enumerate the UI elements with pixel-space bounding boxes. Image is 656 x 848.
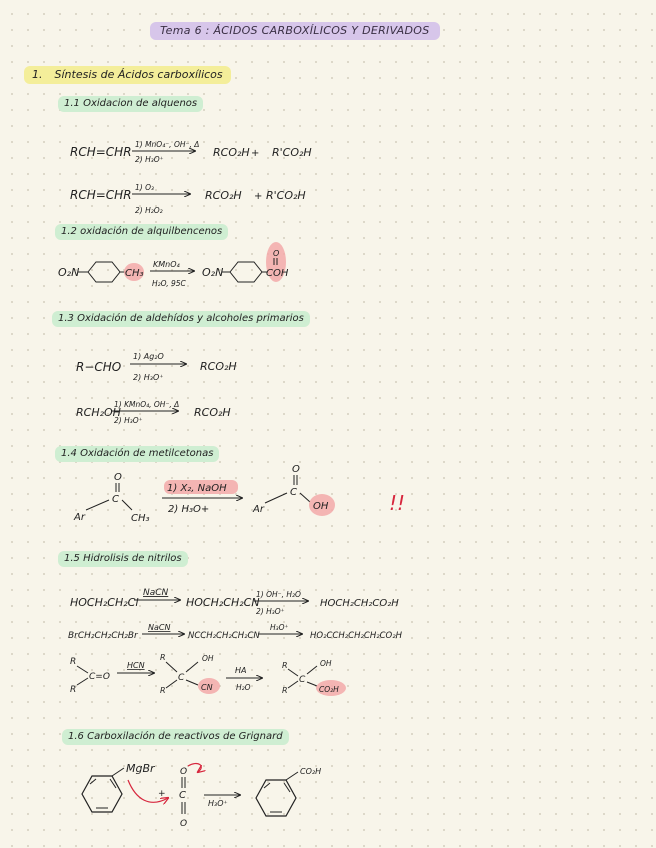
r15a-cond1: NaCN (143, 588, 169, 598)
r16-cond: H₃O⁺ (208, 799, 228, 808)
r16-mgbr: MgBr (126, 762, 155, 775)
r12-reactant-left: O₂N (58, 266, 80, 279)
r15c-p-oh: OH (320, 659, 332, 668)
reaction-1-4 (73, 464, 405, 524)
r16-o-bottom: O (180, 819, 188, 829)
r12-reactant-right: CH₃ (125, 268, 144, 279)
r12-cond1: KMnO₄ (153, 260, 180, 269)
r11a-product2: R'CO₂H (272, 146, 312, 159)
r15c-pr2: R (282, 686, 288, 695)
r11b-product2: R'CO₂H (266, 189, 306, 202)
r13a-cond2: 2) H₃O⁺ (133, 373, 164, 382)
reaction-1-2 (58, 242, 289, 288)
r14-c: C (112, 494, 119, 505)
r15c-ir1: R (160, 653, 166, 662)
r16-c: C (179, 790, 186, 801)
r11b-reactant: RCH=CHR (70, 188, 132, 202)
r14-note: !! (389, 491, 406, 515)
reaction-1-1-b (70, 183, 306, 215)
r14-cond1: 1) X₂, NaOH (167, 483, 227, 494)
r15c-pr1: R (282, 661, 288, 670)
r15c-cond2b: H₂O (236, 683, 251, 692)
r15a-intermediate: HOCH₂CH₂CN (186, 596, 260, 609)
r15a-cond2b: 2) H₃O⁺ (256, 607, 285, 616)
r15c-r1: R (70, 657, 77, 667)
r15c-c: C (178, 673, 185, 683)
r15a-cond2a: 1) OH⁻, H₂O (256, 590, 301, 599)
reaction-1-6 (82, 762, 321, 829)
r15b-reactant: BrCH₂CH₂CH₂Br (68, 631, 138, 641)
r12-product-left: O₂N (202, 266, 224, 279)
section-label: Síntesis de Ácidos carboxílicos (54, 68, 223, 81)
r11a-reactant: RCH=CHR (70, 145, 132, 159)
r13a-product: RCO₂H (200, 360, 237, 373)
r16-o-top: O (180, 767, 188, 777)
r11a-product1: RCO₂H (213, 146, 250, 159)
reaction-1-5-a (70, 588, 399, 616)
r14-o: O (114, 472, 122, 483)
r13a-reactant: R−CHO (76, 360, 122, 374)
reaction-1-3-b (76, 400, 231, 425)
r14-p-c: C (290, 487, 297, 498)
r13b-reactant: RCH₂OH (76, 406, 121, 419)
reaction-1-5-b (68, 623, 403, 641)
r16-product: CO₂H (300, 767, 322, 776)
subsection-1-5: 1.5 Hidrolisis de nitrilos (58, 551, 188, 567)
r15c-r2: R (70, 685, 77, 695)
reaction-1-5-c (70, 653, 346, 696)
r11a-plus: + (251, 148, 260, 159)
subsection-1-1: 1.1 Oxidacion de alquenos (58, 96, 203, 112)
r11b-plus: + (254, 191, 263, 202)
r13b-cond2: 2) H₃O⁺ (114, 416, 143, 425)
r12-cond2: H₂O, 95C (152, 279, 186, 288)
r11b-cond1: 1) O₃ (135, 183, 154, 192)
page-title: Tema 6 : ÁCIDOS CARBOXÍLICOS Y DERIVADOS (150, 22, 440, 40)
r13b-cond1: 1) KMnO₄, OH⁻, Δ (114, 400, 180, 409)
r15c-p-co2h: CO₂H (319, 685, 339, 694)
r15b-cond1: NaCN (148, 623, 171, 632)
reaction-1-3-a (76, 352, 237, 382)
r14-ar: Ar (74, 512, 85, 523)
r12-product-o: O (273, 249, 280, 258)
r15c-cond1: HCN (127, 661, 145, 670)
r15c-cond2a: HA (235, 666, 247, 675)
r11a-cond1: 1) MnO₄⁻, OH⁻, Δ (135, 140, 200, 149)
r15b-intermediate: NCCH₂CH₂CH₂CN (188, 631, 260, 641)
subsection-1-6: 1.6 Carboxilación de reactivos de Grignard (62, 729, 289, 745)
r14-p-o: O (292, 464, 300, 475)
subsection-1-3: 1.3 Oxidación de aldehídos y alcoholes primarios (52, 311, 310, 327)
r13b-product: RCO₂H (194, 406, 231, 419)
r15c-p-c: C (299, 675, 306, 685)
r15c-co: C=O (89, 672, 110, 682)
r12-product-right: COH (266, 268, 289, 279)
r15b-product: HO₂CCH₂CH₂CH₂CO₂H (310, 631, 403, 641)
r14-ch3: CH₃ (131, 513, 150, 524)
r15c-ir2: R (160, 686, 166, 695)
r11b-product1: RCO₂H (205, 189, 242, 202)
subsection-1-4: 1.4 Oxidación de metilcetonas (55, 446, 219, 462)
r11b-cond2: 2) H₂O₂ (135, 206, 163, 215)
r16-plus: + (158, 789, 166, 799)
subsection-1-2: 1.2 oxidación de alquilbencenos (55, 224, 228, 240)
r15c-oh: OH (202, 654, 214, 663)
benzene-ring-icon (230, 262, 262, 282)
r15a-reactant: HOCH₂CH₂Cl (70, 596, 139, 609)
r14-p-ar: Ar (253, 504, 264, 515)
reaction-1-1-a (70, 140, 312, 164)
benzene-ring-icon (256, 780, 296, 816)
benzene-ring-icon (88, 262, 120, 282)
r13a-cond1: 1) Ag₂O (133, 352, 164, 361)
r14-p-oh: OH (313, 501, 329, 512)
benzene-ring-icon (82, 776, 122, 812)
r14-cond2: 2) H₃O+ (168, 504, 210, 515)
section-number: 1. (32, 68, 43, 81)
r11a-cond2: 2) H₃O⁺ (135, 155, 164, 164)
r16-electron-arrow (188, 764, 201, 772)
r15c-cn: CN (201, 683, 213, 692)
r15a-product: HOCH₂CH₂CO₂H (320, 598, 399, 609)
r15b-cond2: H₃O⁺ (270, 623, 289, 632)
